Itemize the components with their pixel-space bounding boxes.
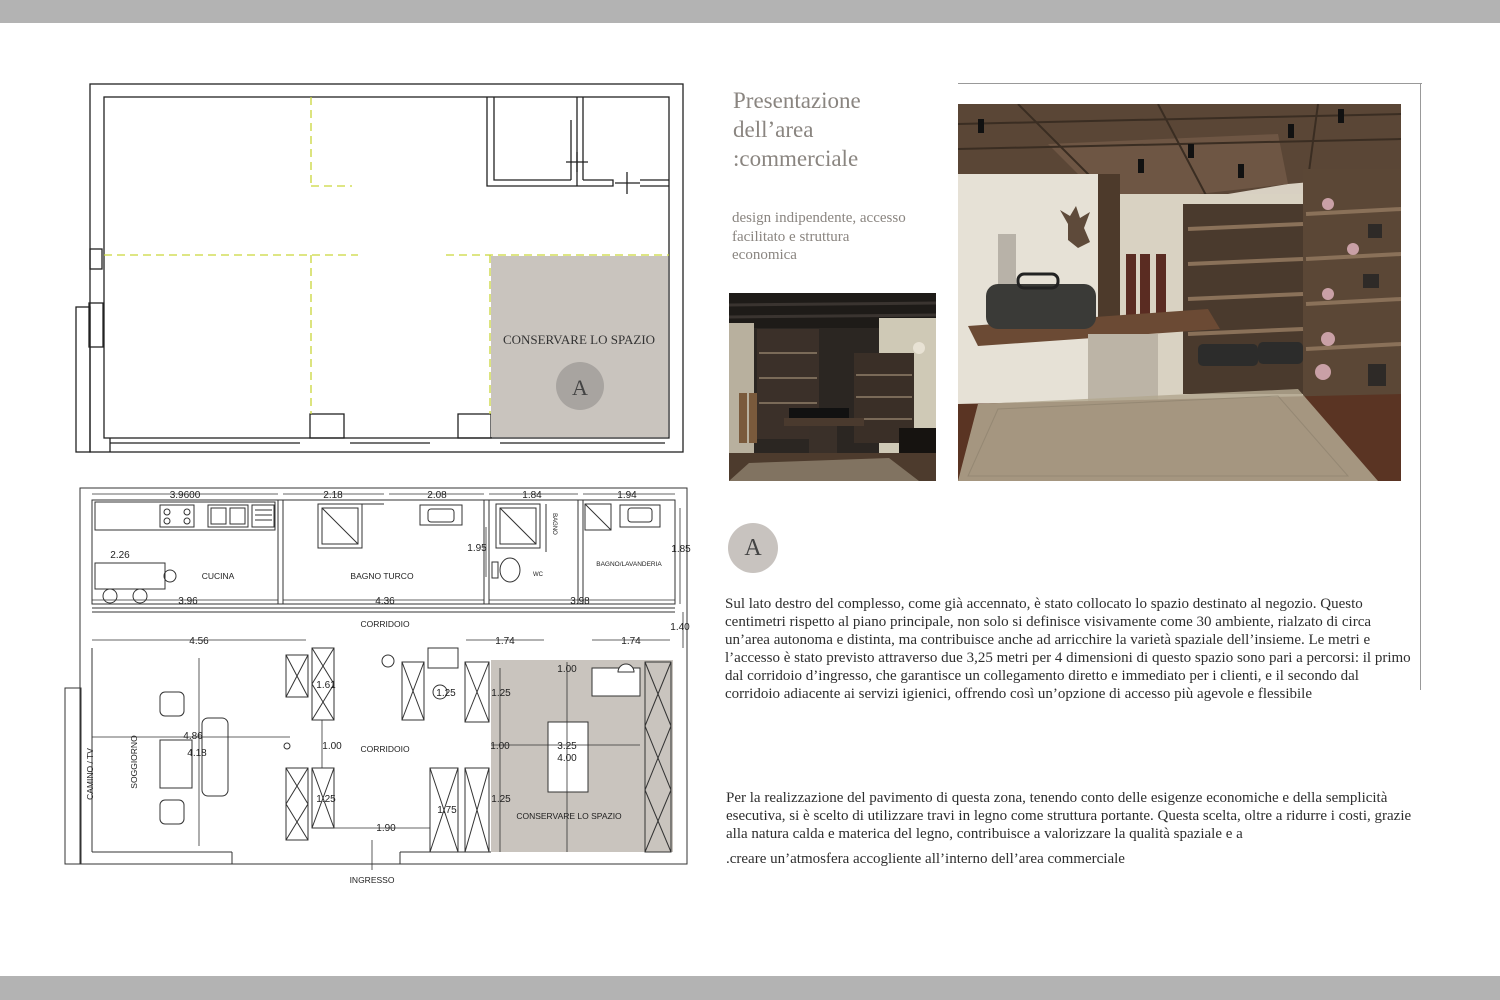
room-wc: WC xyxy=(533,572,543,578)
room-conservare: CONSERVARE LO SPAZIO xyxy=(516,811,622,821)
dim-2.26: 2.26 xyxy=(110,550,130,561)
paragraph-2 xyxy=(726,789,1416,868)
dim-4.18: 4.18 xyxy=(187,748,207,759)
floor-plan-lower xyxy=(60,482,700,892)
dim-1.25-c: 1.25 xyxy=(316,794,336,805)
dim-4.86: 4.86 xyxy=(183,731,203,742)
zone-label-upper: CONSERVARE LO SPAZIO xyxy=(502,332,656,347)
title-line-2: dell’area xyxy=(733,117,814,142)
dim-1.40: 1.40 xyxy=(670,622,690,633)
dim-1.95: 1.95 xyxy=(467,543,487,554)
dim-1.74-b: 1.74 xyxy=(621,636,641,647)
subtitle-line-2: facilitato e struttura xyxy=(732,228,850,245)
dim-1.75: 1.75 xyxy=(437,805,457,816)
subtitle-line-1: design indipendente, accesso xyxy=(732,210,906,226)
room-bagno: BAGNO xyxy=(551,513,557,535)
paragraph-1: Sul lato destro del complesso, come già accennato, è stato collocato lo spazio destinato al negozio. Questo centimetri rispetto al piano principale, non solo si definisce visivamente come 30 ambiente, rialzato di circa un’area autonoma e distinta, ma contribuisce anche ad arricchire la varietà spaziale dell’insieme. Le metri e l’accesso è stato previsto attraverso due 3,25 metri per 4 dimensioni di questo spazio sono pari a percorsi: il primo dal corridoio d’ingresso, che garantisce un collegamento diretto e immediato per i clienti, e il secondo dal corridoio adiacente ai servizi igienici, offrendo così un’opzione di accesso più agevole e flessibile xyxy=(725,596,1411,702)
dim-1.00-shop: 1.00 xyxy=(557,664,577,675)
section-title xyxy=(733,86,933,173)
dim-2.08: 2.08 xyxy=(427,490,447,501)
zone-badge-upper: A xyxy=(572,375,588,400)
dim-1.00-b: 1.00 xyxy=(490,741,510,752)
dim-1.74-a: 1.74 xyxy=(495,636,515,647)
room-camino-tv: CAMINO / TV xyxy=(85,748,95,800)
dim-3.96: 3.96 xyxy=(178,596,198,607)
render-photo-large xyxy=(958,104,1401,481)
room-corridoio-top: CORRIDOIO xyxy=(360,619,410,629)
title-line-3: :commerciale xyxy=(733,146,859,171)
title-line-1: Presentazione xyxy=(733,88,861,113)
dim-1.25-d: 1.25 xyxy=(491,794,511,805)
dim-4.56: 4.56 xyxy=(189,636,209,647)
room-cucina: CUCINA xyxy=(201,571,235,581)
dim-2.18: 2.18 xyxy=(323,490,343,501)
room-ingresso: INGRESSO xyxy=(349,875,395,885)
dim-3.25: 3.25 xyxy=(557,741,577,752)
dim-1.61: 1.61 xyxy=(316,680,336,691)
room-bagno-lavanderia: BAGNO/LAVANDERIA xyxy=(596,561,662,568)
room-soggiorno: SOGGIORNO xyxy=(129,735,139,789)
dim-1.94: 1.94 xyxy=(617,490,637,501)
room-corridoio-mid: CORRIDOIO xyxy=(360,744,410,754)
dim-1.25-b: 1.25 xyxy=(491,688,511,699)
section-subtitle xyxy=(732,209,942,265)
paragraph-2-end: .creare un’atmosfera accogliente all’interno dell’area commerciale xyxy=(726,851,1125,867)
dim-3.98: 3.98 xyxy=(570,596,590,607)
dim-3.9600: 3.9600 xyxy=(169,490,201,501)
paragraph-2-body: Per la realizzazione del pavimento di questa zona, tenendo conto delle esigenze economiche e della semplicità esecutiva, si è scelto di utilizzare travi in legno come struttura portante. Questa scelta, oltre a ridurre i costi, grazie alla natura calda e materica del legno, contribuisce a valorizzare la qualità spaziale e a xyxy=(726,790,1412,842)
top-band xyxy=(0,0,1500,23)
frame-line-top xyxy=(958,83,1422,84)
dim-4.36: 4.36 xyxy=(375,596,395,607)
dim-1.90: 1.90 xyxy=(376,823,396,834)
room-bagno-turco: BAGNO TURCO xyxy=(350,571,414,581)
dim-1.84: 1.84 xyxy=(522,490,542,501)
frame-line-right xyxy=(1420,83,1421,690)
dim-1.85: 1.85 xyxy=(671,544,691,555)
dim-1.00-a: 1.00 xyxy=(322,741,342,752)
dim-4.00: 4.00 xyxy=(557,753,577,764)
shop-badge: A xyxy=(728,523,778,573)
render-photo-small xyxy=(729,293,936,481)
bottom-band xyxy=(0,976,1500,1000)
subtitle-line-3: economica xyxy=(732,247,797,263)
floor-plan-upper xyxy=(70,80,690,460)
dim-1.25-a: 1.25 xyxy=(436,688,456,699)
